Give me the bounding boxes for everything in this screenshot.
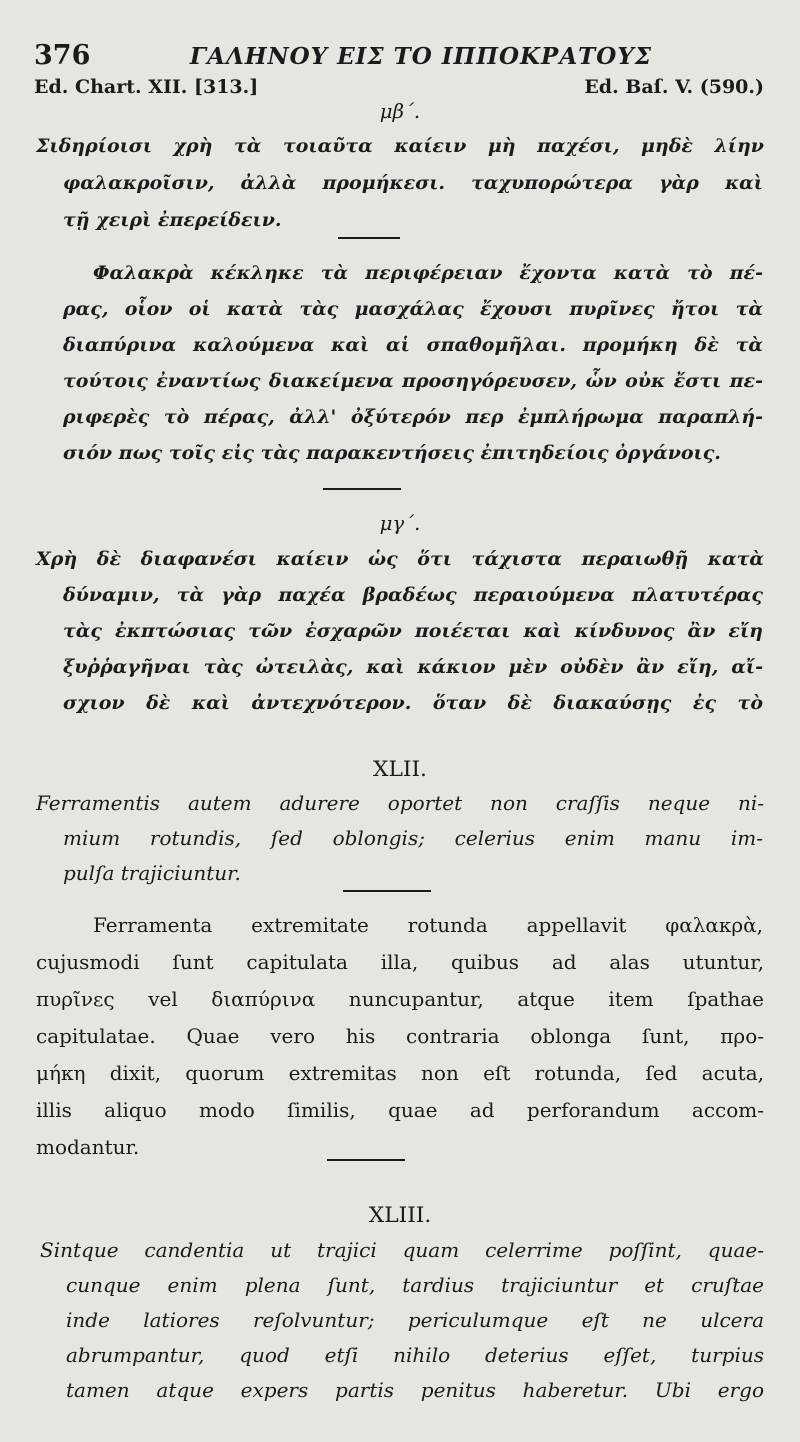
text-line: ρας, οἷον οἱ κατὰ τὰς μασχάλας ἔχουσι πυρῖνες ἤτοι τὰ — [63, 298, 763, 320]
text-line: mium rotundis, ſed oblongis; celerius enim manu im- — [63, 826, 763, 850]
running-header — [34, 40, 762, 71]
text-line: τῇ χειρὶ ἐπερείδειν. — [63, 209, 282, 231]
text-line: Χρὴ δὲ διαφανέσι καίειν ὡς ὅτι τάχιστα περαιωθῇ κατὰ — [36, 548, 764, 570]
section-number-42: μβ΄. — [379, 100, 421, 123]
text-line: μήκη dixit, quorum extremitas non eſt rotunda, ſed acuta, — [36, 1061, 764, 1085]
text-line: inde latiores reſolvuntur; periculumque eſt ne ulcera — [66, 1308, 764, 1332]
section-divider — [327, 1159, 405, 1161]
text-line: δύναμιν, τὰ γὰρ παχέα βραδέως περαιούμενα πλατυτέρας — [63, 584, 763, 606]
text-line: tamen atque expers partis penitus haberetur. Ubi ergo — [66, 1378, 764, 1402]
text-line: φαλακροῖσιν, ἀλλὰ προμήκεσι. ταχυπορώτερα γὰρ καὶ — [63, 172, 763, 194]
section-divider — [343, 890, 431, 892]
text-line: cujusmodi ſunt capitulata illa, quibus ad alas utuntur, — [36, 950, 764, 974]
text-line: σιόν πως τοῖς εἰς τὰς παρακεντήσεις ἐπιτηδείοις ὀργάνοις. — [63, 442, 721, 464]
text-line: διαπύρινα καλούμενα καὶ αἱ σπαθομῆλαι. προμήκη δὲ τὰ — [63, 334, 763, 356]
roman-numeral-43: XLIII. — [368, 1203, 432, 1228]
text-line: Ferramenta extremitate rotunda appellavit φαλακρὰ, — [93, 913, 763, 937]
text-line: abrumpantur, quod etſi nihilo deterius eſſet, turpius — [66, 1343, 764, 1367]
text-line: pulſa trajiciuntur. — [63, 861, 241, 885]
text-line: ριφερὲς τὸ πέρας, ἀλλ' ὀξύτερόν περ ἐμπλήρωμα παραπλή- — [63, 406, 763, 428]
section-divider — [323, 488, 401, 490]
text-line: τὰς ἐκπτώσιας τῶν ἐσχαρῶν ποιέεται καὶ κίνδυνος ἂν εἴη — [63, 620, 763, 642]
text-line: Φαλακρὰ κέκληκε τὰ περιφέρειαν ἔχοντα κατὰ τὸ πέ- — [93, 262, 763, 284]
text-line: Sintque candentia ut trajici quam celerrime poſſint, quae- — [40, 1238, 764, 1262]
text-line: modantur. — [36, 1135, 140, 1159]
section-divider — [338, 237, 400, 239]
text-line: σχιον δὲ καὶ ἀντεχνότερον. ὅταν δὲ διακαύσῃς ἐς τὸ — [63, 692, 763, 714]
text-line: Ferramentis autem adurere oportet non craſſis neque ni- — [36, 791, 764, 815]
roman-numeral-42: XLII. — [373, 757, 427, 782]
text-line: τούτοις ἐναντίως διακείμενα προσηγόρευσεν, ὧν οὐκ ἔστι πε- — [63, 370, 763, 392]
text-line: capitulatae. Quae vero his contraria oblonga ſunt, προ- — [36, 1024, 764, 1048]
text-line: πυρῖνες vel διαπύρινα nuncupantur, atque item ſpathae — [36, 987, 764, 1011]
text-line: illis aliquo modo ſimilis, quae ad perforandum accom- — [36, 1098, 764, 1122]
text-line: ξυῤῥαγῆναι τὰς ὠτειλὰς, καὶ κάκιον μὲν οὐδὲν ἂν εἴη, αἴ- — [63, 656, 763, 678]
edition-basel-ref: Ed. Baſ. V. (590.) — [584, 76, 764, 98]
text-line: cunque enim plena ſunt, tardius trajiciuntur et cruſtae — [66, 1273, 764, 1297]
edition-references — [34, 76, 764, 98]
section-number-43: μγ΄. — [379, 512, 421, 535]
edition-chart-ref: Ed. Chart. XII. [313.] — [34, 76, 259, 98]
running-title: ΓΑΛΗΝΟΥ ΕΙΣ ΤΟ ΙΠΠΟΚΡΑΤΟΥΣ — [189, 43, 652, 70]
text-line: Σιδηρίοισι χρὴ τὰ τοιαῦτα καίειν μὴ παχέσι, μηδὲ λίην — [36, 135, 764, 157]
page-number: 376 — [34, 40, 91, 71]
